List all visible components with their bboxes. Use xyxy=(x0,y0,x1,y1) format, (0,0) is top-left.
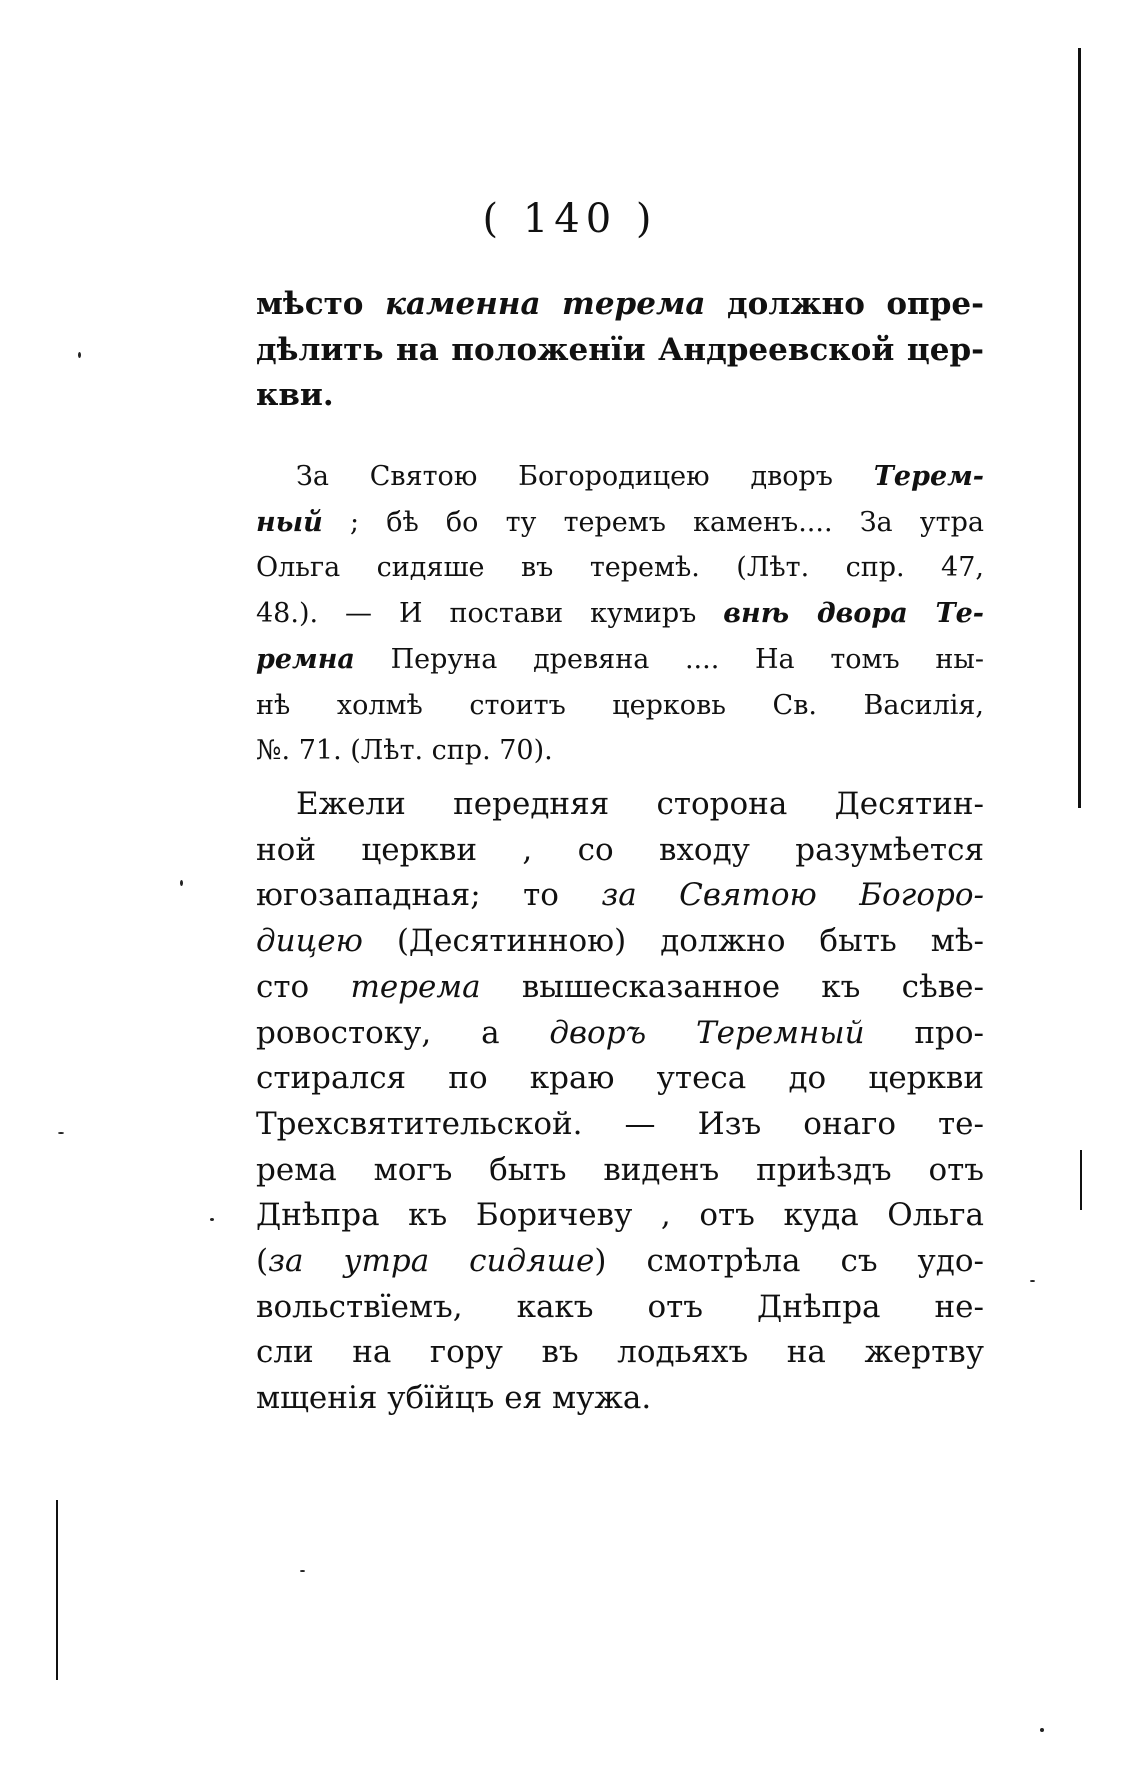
text-line xyxy=(256,683,984,729)
scan-margin-line-left xyxy=(56,1500,58,1680)
text-run: ; бѣ бо ту теремъ каменъ.... За утра xyxy=(322,506,984,538)
italic-text-run: ремна xyxy=(256,643,355,675)
italic-text-run: Терем- xyxy=(873,461,984,492)
text-line xyxy=(256,965,984,1011)
text-line xyxy=(256,1239,984,1285)
italic-text-run: каменна терема xyxy=(384,286,706,322)
italic-text-run: за утра сидяше xyxy=(268,1243,595,1280)
text-run: про- xyxy=(864,1014,984,1051)
scan-margin-line-right-lower xyxy=(1080,1150,1082,1210)
text-run: За Святою Богородицею дворъ xyxy=(296,461,874,492)
scan-speck xyxy=(78,352,81,358)
text-run: сли на гору въ лодьяхъ на жертву xyxy=(256,1334,984,1371)
text-line xyxy=(256,373,984,419)
text-line xyxy=(256,1056,984,1102)
text-run: Ольга сидяше въ теремѣ. (Лѣт. спр. 47, xyxy=(256,552,984,584)
text-line xyxy=(256,1148,984,1194)
paragraph-main xyxy=(256,782,984,1422)
scan-speck xyxy=(58,1132,64,1134)
page-number: ( 140 ) xyxy=(482,196,658,242)
text-run: вольствїемъ, какъ отъ Днѣпра не- xyxy=(256,1288,984,1325)
italic-text-run: дицею xyxy=(256,923,363,960)
text-run: кви. xyxy=(256,377,334,414)
text-run: мѣсто xyxy=(256,286,385,322)
scan-speck xyxy=(1030,1280,1035,1282)
text-run: сто xyxy=(256,968,351,1005)
text-run: Перуна древяна .... На томъ ны- xyxy=(354,643,984,675)
text-run: должно опре- xyxy=(705,286,984,322)
text-line xyxy=(256,454,984,500)
text-run: югозападная; то xyxy=(256,877,602,914)
text-run: вышесказанное къ сѣве- xyxy=(480,968,984,1005)
text-line xyxy=(256,1102,984,1148)
text-line xyxy=(256,591,984,637)
text-run: нѣ холмѣ стоитъ церковь Св. Василія, xyxy=(256,689,984,721)
scan-speck xyxy=(300,1570,305,1572)
scan-speck xyxy=(180,880,183,886)
text-line xyxy=(256,873,984,919)
paragraph-continuation xyxy=(256,282,984,419)
text-line xyxy=(256,1376,984,1422)
text-line xyxy=(256,637,984,683)
italic-text-run: внѣ двора Те- xyxy=(723,598,984,630)
text-run: ровостоку, а xyxy=(256,1014,550,1051)
text-run: Ежели передняя сторона Десятин- xyxy=(296,786,984,822)
text-line xyxy=(256,282,984,328)
text-run: рема могъ быть виденъ приѣздъ отъ xyxy=(256,1151,984,1188)
text-line xyxy=(256,1011,984,1057)
text-line xyxy=(256,728,984,774)
scan-speck xyxy=(1040,1728,1044,1732)
text-line xyxy=(256,782,984,828)
text-run: ) смотрѣла съ удо- xyxy=(594,1243,984,1280)
text-line xyxy=(256,500,984,546)
text-run: 48.). — И постави кумиръ xyxy=(256,598,724,630)
italic-text-run: дворъ Теремный xyxy=(549,1014,865,1051)
text-run: №. 71. (Лѣт. спр. 70). xyxy=(256,735,553,767)
italic-text-run: терема xyxy=(350,968,481,1005)
text-line xyxy=(256,545,984,591)
text-run: ( xyxy=(256,1243,269,1280)
text-line xyxy=(256,919,984,965)
italic-text-run: ный xyxy=(256,506,323,538)
text-run: ной церкви , со входу разумѣется xyxy=(256,831,984,868)
text-run: стирался по краю утеса до церкви xyxy=(256,1060,984,1097)
scan-speck xyxy=(210,1218,214,1221)
text-run: мщенія убїйцъ ея мужа. xyxy=(256,1380,652,1417)
text-line xyxy=(256,828,984,874)
text-line xyxy=(256,1193,984,1239)
text-run: Трехсвятительской. — Изъ онаго те- xyxy=(256,1105,984,1142)
scan-margin-line-right xyxy=(1078,48,1081,808)
italic-text-run: за Святою Богоро- xyxy=(601,877,984,914)
text-run: (Десятинною) должно быть мѣ- xyxy=(362,923,984,960)
text-line xyxy=(256,1285,984,1331)
text-line xyxy=(256,328,984,374)
text-run: дѣлить на положенїи Андреевской цер- xyxy=(256,331,984,368)
text-line xyxy=(256,1330,984,1376)
chronicle-quotation xyxy=(256,454,984,774)
text-run: Днѣпра къ Боричеву , отъ куда Ольга xyxy=(256,1197,984,1234)
